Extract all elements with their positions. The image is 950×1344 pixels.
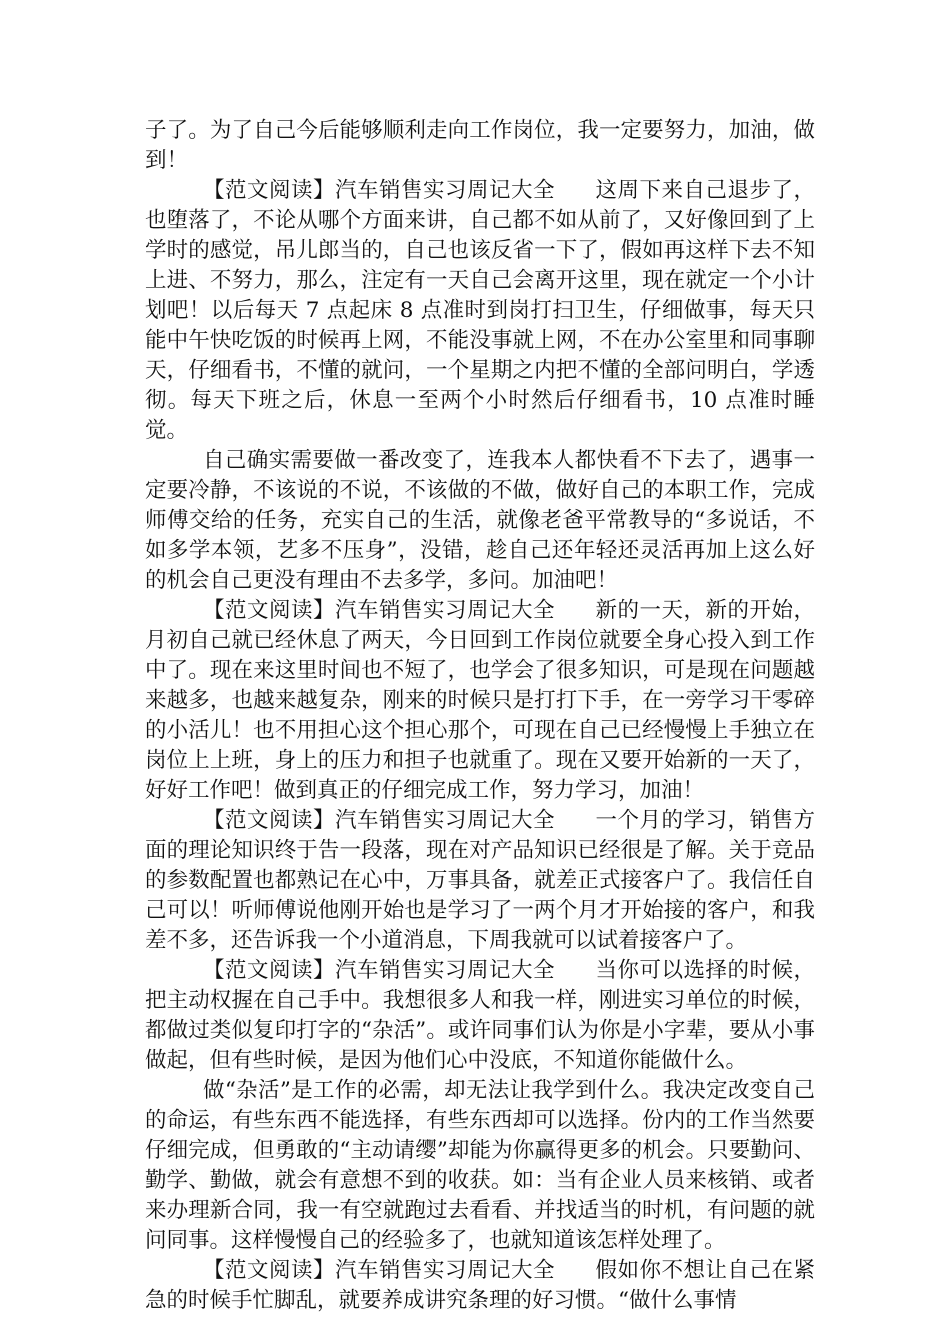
paragraph-title: 【范文阅读】汽车销售实习周记大全 [203,1258,555,1283]
paragraph-weekly-note-2 [145,596,815,806]
paragraph-title: 【范文阅读】汽车销售实习周记大全 [203,808,555,833]
paragraph-title: 【范文阅读】汽车销售实习周记大全 [203,958,555,983]
paragraph-text: 当你可以选择的时候，把主动权握在自己手中。我想很多人和我一样，刚进实习单位的时候，都做过类似复印打字的“杂活”。或许同事们认为你是小字辈，要从小事做起，但有些时候，是因为他们心中没底，不知道你能做什么。 [145,958,815,1073]
document-page [145,116,815,1316]
paragraph-text: 自己确实需要做一番改变了，连我本人都快看不下去了，遇事一定要冷静，不该说的不说，不该做的不做，做好自己的本职工作，完成师傅交给的任务，充实自己的生活，就像老爸平常教导的“多说话，不如多学本领，艺多不压身”，没错，趁自己还年轻还灵活再加上这么好的机会自己更没有理由不去多学，多问。加油吧！ [145,448,815,593]
paragraph-text: 假如你不想让自己在紧急的时候手忙脚乱，就要养成讲究条理的好习惯。“做什么事情 [145,1258,815,1313]
paragraph-title: 【范文阅读】汽车销售实习周记大全 [203,178,555,203]
paragraph-odd-jobs [145,1076,815,1256]
paragraph-text: 一个月的学习，销售方面的理论知识终于告一段落，现在对产品知识已经很是了解。关于竞品的参数配置也都熟记在心中，万事具备，就差正式接客户了。我信任自己可以！听师傅说他刚开始也是学习了一两个月才开始接的客户，和我差不多，还告诉我一个小道消息，下周我就可以试着接客户了。 [145,808,815,953]
paragraph-weekly-note-3 [145,806,815,956]
paragraph-text: 子了。为了自己今后能够顺利走向工作岗位，我一定要努力，加油，做到！ [145,118,815,173]
paragraph-continuation [145,116,815,176]
paragraph-text: 这周下来自己退步了，也堕落了，不论从哪个方面来讲，自己都不如从前了，又好像回到了上学时的感觉，吊儿郎当的，自己也该反省一下了，假如再这样下去不知上进、不努力，那么，注定有一天自己会离开这里，现在就定一个小计划吧！以后每天 7 点起床 8 点准时到岗打扫卫生，仔细做事，每天只能中午快吃饭的时候再上网，不能没事就上网，不在办公室里和同事聊天，仔细看书，不懂的就问，一个星期之内把不懂的全部问明白，学透彻。每天下班之后，休息一至两个小时然后仔细看书，10 点准时睡觉。 [145,178,815,443]
paragraph-title: 【范文阅读】汽车销售实习周记大全 [203,598,555,623]
paragraph-weekly-note-4 [145,956,815,1076]
paragraph-text: 新的一天，新的开始，月初自己就已经休息了两天，今日回到工作岗位就要全身心投入到工作中了。现在来这里时间也不短了，也学会了很多知识，可是现在问题越来越多，也越来越复杂，刚来的时候只是打打下手，在一旁学习干零碎的小活儿！也不用担心这个担心那个，可现在自己已经慢慢上手独立在岗位上上班，身上的压力和担子也就重了。现在又要开始新的一天了，好好工作吧！做到真正的仔细完成工作，努力学习，加油！ [145,598,815,803]
paragraph-weekly-note-1 [145,176,815,446]
paragraph-weekly-note-5 [145,1256,815,1316]
paragraph-text: 做“杂活”是工作的必需，却无法让我学到什么。我决定改变自己的命运，有些东西不能选择，有些东西却可以选择。份内的工作当然要仔细完成，但勇敢的“主动请缨”却能为你赢得更多的机会。只要勤问、勤学、勤做，就会有意想不到的收获。如：当有企业人员来核销、或者来办理新合同，我一有空就跑过去看看、并找适当的时机，有问题的就问同事。这样慢慢自己的经验多了，也就知道该怎样处理了。 [145,1078,815,1253]
paragraph-reflection [145,446,815,596]
